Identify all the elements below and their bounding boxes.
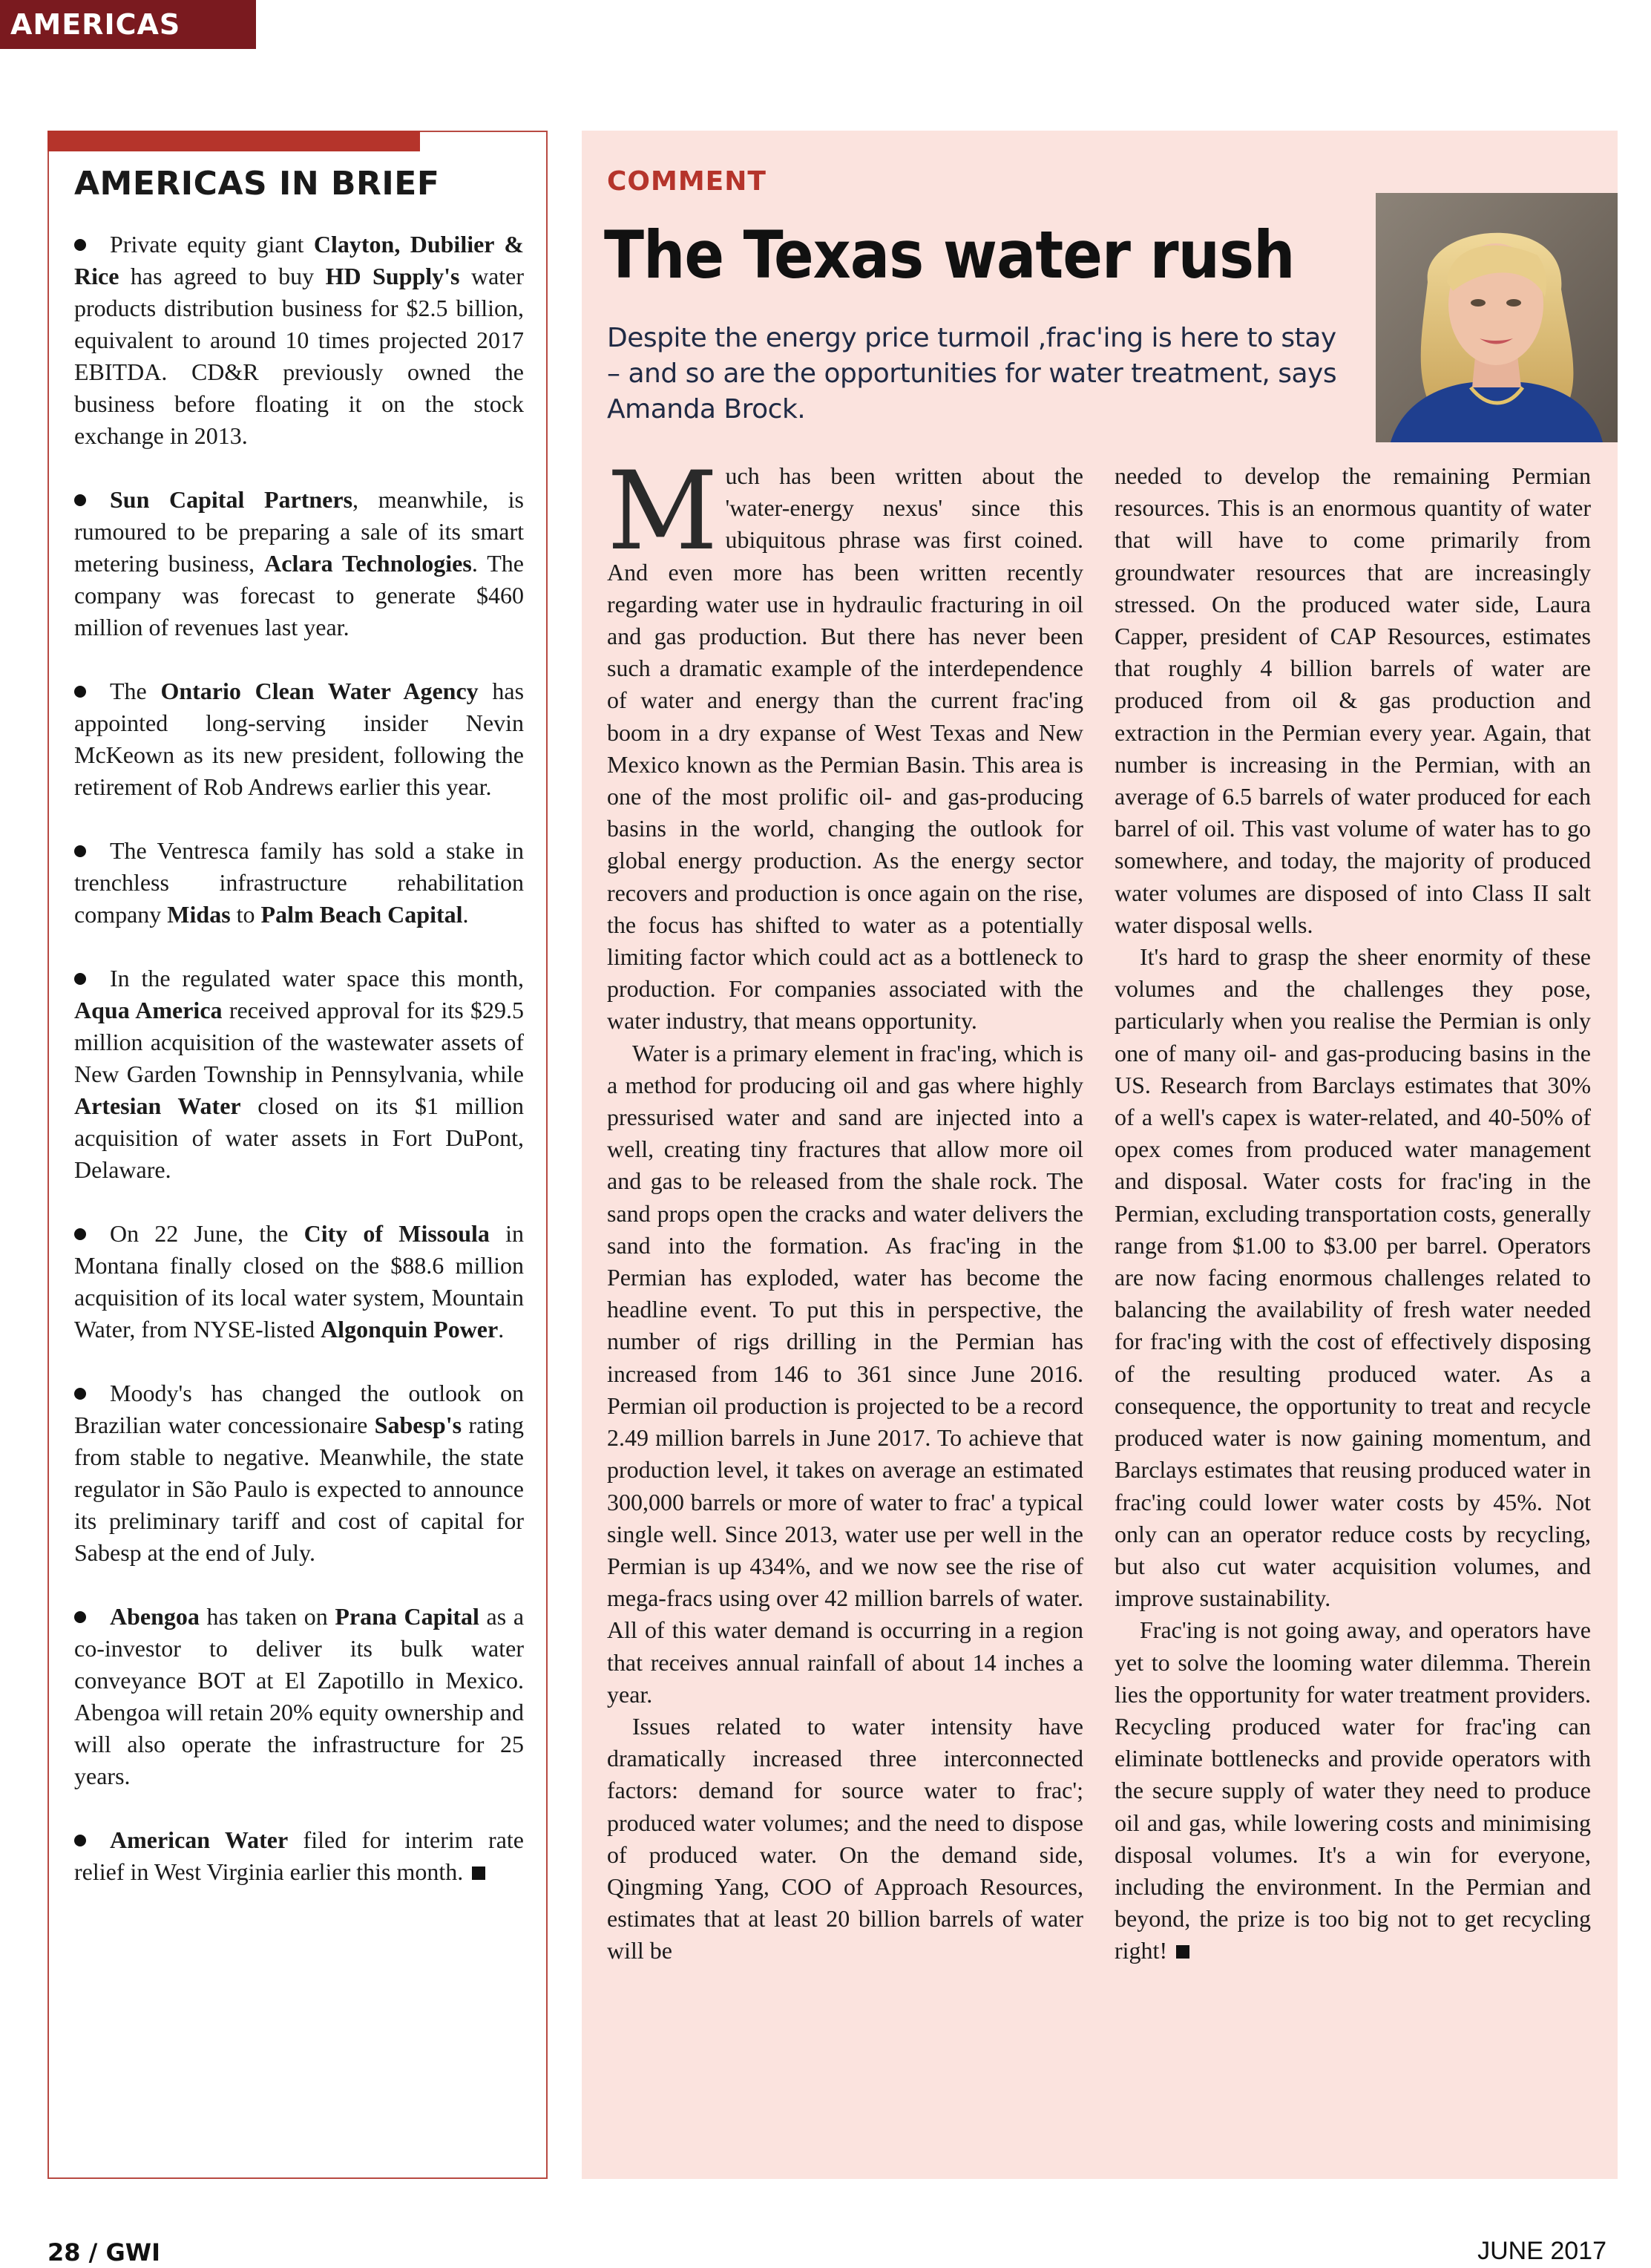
brief-item	[74, 1601, 524, 1792]
article-paragraph: needed to develop the remaining Permian resources. This is an enormous quantity of water that will have to come primarily from groundwater resources that are increasingly stressed. On the produced water side, Laura Capper, president of CAP Resources, estimates that roughly 4 billion barrels of water are produced from oil & gas production and extraction in the Permian every year. Again, that number is increasing in the Permian, with an average of 6.5 barrels of water produced for each barrel of oil. This vast volume of water has to go somewhere, and today, the majority of produced water volumes are disposed of into Class II salt water disposal wells.	[1115, 462, 1591, 938]
brief-item-text: Sun Capital Partners, meanwhile, is rumoured to be preparing a sale of its smart metering business, Aclara Technologies. The company was forecast to generate $460 million of revenues last year.	[74, 486, 525, 640]
headline: The Texas water rush	[604, 217, 1295, 293]
bullet-icon	[74, 1611, 86, 1623]
article-column-2	[1115, 460, 1591, 1967]
article-closing-text: Frac'ing is not going away, and operators have yet to solve the looming water dilemma. Therein lies the opportunity for water treatment providers. Recycling produced water for frac'ing can eliminate bottlenecks and provide operators with the secure supply of water they need to produce oil and gas, while lowering costs and minimising disposal volumes. It's a win for everyone, including the environment. In the Permian and beyond, the prize is too big not to get recycling right!	[1115, 1616, 1591, 1964]
bullet-icon	[74, 845, 86, 857]
author-portrait	[1376, 193, 1618, 442]
americas-in-brief-box	[47, 131, 548, 2179]
bullet-icon	[74, 1228, 86, 1240]
brief-item	[74, 1377, 524, 1569]
standfirst: Despite the energy price turmoil ,frac'ing is here to stay – and so are the opportunities for water treatment, says Amanda Brock.	[607, 323, 1337, 425]
brief-item	[74, 835, 524, 931]
brief-item-text: The Ventresca family has sold a stake in trenchless infrastructure rehabilitation company Midas to Palm Beach Capital.	[74, 837, 524, 928]
brief-item-text: The Ontario Clean Water Agency has appointed long-serving insider Nevin McKeown as its new president, following the retirement of Rob Andrews earlier this year.	[74, 678, 525, 800]
bullet-icon	[74, 1835, 86, 1846]
brief-item	[74, 229, 524, 452]
brief-item	[74, 484, 524, 643]
brief-item	[74, 963, 524, 1186]
bullet-icon	[74, 686, 86, 698]
article-paragraph: uch has been written about the 'water-energy nexus' since this ubiquitous phrase was first coined. And even more has been written recently regarding water use in hydraulic fracturing in oil and gas production. But there has never been such a dramatic example of the interdependence of water and energy than the current frac'ing boom in a dry expanse of West Texas and New Mexico known as the Permian Basin. This area is one of the most prolific oil- and gas-producing basins in the world, changing the outlook for global energy production. As the energy sector recovers and production is once again on the rise, the focus has shifted to water as a potentially limiting factor which could act as a bottleneck to production. For companies associated with the water industry, that means opportunity.	[607, 462, 1083, 1035]
end-mark-icon	[1176, 1945, 1189, 1959]
kicker: COMMENT	[607, 166, 767, 197]
page-number: 28 / GWI	[47, 2238, 160, 2267]
brief-item	[74, 1218, 524, 1346]
sidebar-accent-bar	[47, 131, 420, 151]
drop-cap: M	[607, 448, 718, 574]
brief-item-text: Private equity giant Clayton, Dubilier & Rice has agreed to buy HD Supply's water products distribution business for $2.5 billion, equivalent to around 10 times projected 2017 EBITDA. CD&R previously owned the business before floating it on the stock exchange in 2013.	[74, 231, 525, 449]
brief-item	[74, 675, 524, 803]
end-mark-icon	[472, 1866, 485, 1880]
bullet-icon	[74, 239, 86, 251]
article-paragraph: Water is a primary element in frac'ing, which is a method for producing oil and gas where highly pressurised water and sand are injected into a well, creating tiny fractures that allow more oil and gas to be released from the shale rock. The sand props open the cracks and water delivers the sand into the formation. As frac'ing in the Permian has exploded, water has become the headline event. To put this in perspective, the number of rigs drilling in the Permian has increased from 146 to 361 since June 2016. Permian oil production is projected to be a record 2.49 million barrels in June 2017. To achieve that production level, it takes on average an estimated 300,000 barrels or more of water to frac' a typical single well. Since 2013, water use per well in the Permian is up 434%, and we now see the rise of mega-fracs using over 42 million barrels of water. All of this water demand is occurring in a region that receives annual rainfall of about 14 inches a year.	[607, 1039, 1083, 1708]
bullet-icon	[74, 494, 86, 506]
sidebar-title: AMERICAS IN BRIEF	[74, 165, 440, 203]
brief-item	[74, 1824, 524, 1888]
article-paragraph: It's hard to grasp the sheer enormity of these volumes and the challenges they pose, particularly when you realise the Permian is only one of many oil- and gas-producing basins in the US. Research from Barclays estimates that 30% of a well's capex is water-related, and 40-50% of opex comes from produced water management and disposal. Water costs for frac'ing in the Permian, excluding transportation costs, generally range from $1.00 to $3.00 per barrel. Operators are now facing enormous challenges related to balancing the availability of fresh water needed for frac'ing with the cost of effectively disposing of the resulting produced water. As a consequence, the opportunity to treat and recycle produced water is now gaining momentum, and Barclays estimates that reusing produced water in frac'ing could lower water costs by 45%. Not only can an operator reduce costs by recycling, but also cut water acquisition volumes, and improve sustainability.	[1115, 943, 1591, 1612]
article-paragraph: Issues related to water intensity have dramatically increased three interconnected factors: demand for source water to frac'; produced water volumes; and the need to dispose of produced water. On the demand side, Qingming Yang, COO of Approach Resources, estimates that at least 20 billion barrels of water will be	[607, 1712, 1083, 1964]
issue-date: JUNE 2017	[1477, 2237, 1606, 2265]
brief-item-text: Moody's has changed the outlook on Brazilian water concessionaire Sabesp's rating from stable to negative. Meanwhile, the state regulator in São Paulo is expected to announce its preliminary tariff and cost of capital for Sabesp at the end of July.	[74, 1380, 525, 1566]
brief-item-text: On 22 June, the City of Missoula in Montana finally closed on the $88.6 million acquisition of its local water system, Mountain Water, from NYSE-listed Algonquin Power.	[74, 1220, 525, 1343]
brief-item-text: In the regulated water space this month, Aqua America received approval for its $29.5 million acquisition of the wastewater assets of New Garden Township in Pennsylvania, while Artesian Water closed on its $1 million acquisition of water assets in Fort DuPont, Delaware.	[74, 965, 525, 1183]
brief-list	[74, 229, 524, 1920]
bullet-icon	[74, 1388, 86, 1400]
comment-panel	[582, 131, 1618, 2179]
article-paragraph	[1115, 1614, 1591, 1967]
brief-item-text: Abengoa has taken on Prana Capital as a co-investor to deliver its bulk water conveyance BOT at El Zapotillo in Mexico. Abengoa will retain 20% equity ownership and will also operate the infrastructure for 25 years.	[74, 1603, 525, 1789]
bullet-icon	[74, 973, 86, 985]
section-tag: AMERICAS	[0, 0, 256, 49]
article-column-1	[607, 448, 1083, 1967]
brief-item-text: American Water filed for interim rate relief in West Virginia earlier this month.	[74, 1826, 525, 1885]
